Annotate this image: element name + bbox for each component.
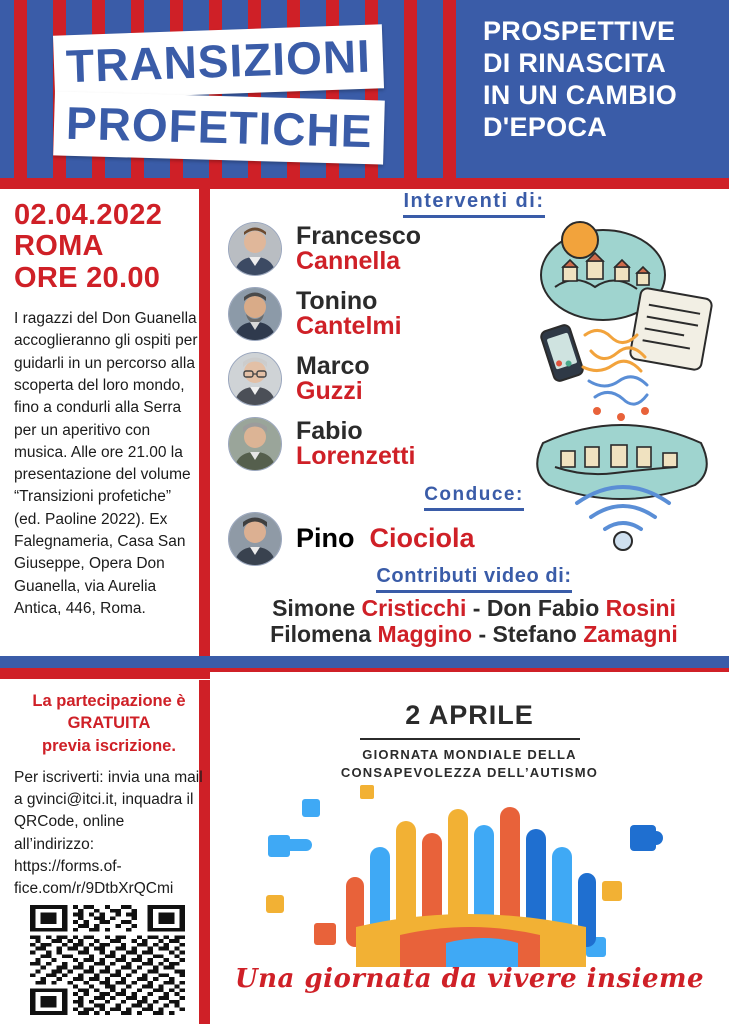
speaker-name: [296, 351, 370, 405]
speakers-heading: [219, 190, 729, 218]
speaker-name: [296, 286, 402, 340]
host-row: [228, 512, 475, 566]
avatar: [228, 417, 282, 471]
banner-date: 2 APRILE: [405, 700, 534, 730]
contributor-last-3: Maggino: [377, 621, 473, 647]
contributor-last-2: Rosini: [605, 595, 676, 621]
subtitle-line-1: PROSPETTIVE: [483, 16, 676, 46]
speaker-last-name: Guzzi: [296, 377, 363, 405]
video-contributions-heading-label: Contributi video di:: [376, 565, 571, 593]
speaker-last-name: Cannella: [296, 247, 401, 275]
subtitle-line-4: D'EPOCA: [483, 111, 608, 142]
contributor-first-2: - Don Fabio: [466, 595, 606, 621]
divider-red-vertical-top: [199, 189, 210, 656]
speaker-first-name: Marco: [296, 351, 370, 380]
speaker-first-name: Tonino: [296, 286, 378, 315]
registration-info: [14, 690, 204, 901]
banner-subtitle-line-1: GIORNATA MONDIALE DELLA: [362, 747, 577, 762]
event-details: [14, 200, 199, 620]
divider-blue-mid: [0, 656, 729, 668]
video-contributors-line-1: [219, 595, 729, 622]
avatar: [228, 352, 282, 406]
speaker-row: [228, 417, 415, 471]
speaker-last-name: Lorenzetti: [296, 442, 416, 470]
free-participation: [14, 690, 204, 757]
banner-subtitle: [210, 746, 729, 781]
hands-illustration: [250, 777, 690, 967]
speaker-first-name: Fabio: [296, 416, 363, 445]
poster-title: [40, 20, 460, 160]
host-last-name: Ciociola: [369, 523, 475, 554]
contributor-first-4: - Stefano: [472, 621, 584, 647]
illustration-devices: [525, 215, 725, 555]
free-line-3: previa iscrizione.: [42, 736, 176, 755]
contributor-last-1: Cristicchi: [361, 595, 467, 621]
qr-code[interactable]: [30, 905, 185, 1015]
event-date-block: [14, 200, 199, 294]
avatar: [228, 222, 282, 276]
signup-instructions: Per iscriverti: invia una mail a gvinci@itci.it, inquadra il QRCode, online all’indirizzo: https://forms.of-fice.com/r/9DtbXrQCmi: [14, 768, 203, 898]
banner-script-text: Una giornata da vivere insieme: [234, 964, 705, 994]
event-time: ORE 20.00: [14, 261, 161, 294]
free-line-2: GRATUITA: [67, 714, 151, 733]
event-date: 02.04.2022: [14, 199, 163, 231]
speaker-row: [228, 352, 370, 406]
event-city: ROMA: [14, 230, 104, 263]
subtitle-line-2: DI RINASCITA: [483, 47, 667, 78]
host-first-name: Pino: [296, 523, 355, 554]
autism-day-banner: [210, 672, 729, 1024]
speaker-last-name: Cantelmi: [296, 312, 402, 340]
title-line-2: PROFETICHE: [53, 91, 385, 164]
poster-header: [0, 0, 729, 178]
divider-red-top: [0, 178, 729, 189]
free-line-1: La partecipazione è: [32, 692, 186, 710]
speaker-row: [228, 287, 402, 341]
speakers-heading-label: Interventi di:: [403, 190, 544, 218]
video-contributions-heading: [219, 565, 729, 593]
host-name: [296, 525, 475, 553]
poster-subtitle: [483, 16, 715, 143]
speaker-first-name: Francesco: [296, 221, 422, 250]
banner-subtitle-line-2: CONSAPEVOLEZZA DELL’AUTISMO: [340, 764, 599, 780]
title-line-1: TRANSIZIONI: [53, 24, 384, 99]
speaker-row: [228, 222, 421, 276]
banner-rule: [360, 738, 580, 740]
avatar: [228, 512, 282, 566]
video-contributors-line-2: [219, 621, 729, 648]
contributor-first-1: Simone: [272, 595, 362, 621]
host-heading-label: Conduce:: [424, 484, 524, 511]
speaker-name: [296, 221, 422, 275]
event-description: I ragazzi del Don Guanella accoglieranno gli ospiti per guidarli in un percorso alla scoperta del loro mondo, fino a condurli alla Serra per un aperitivo con musica. Alle ore 21.00 la presentazione del volume “Transizioni profetiche” (ed. Paoline 2022). Ex Falegnameria, Casa San Giuseppe, Opera Don Guanella, via Aurelia Antica, 446, Roma.: [14, 309, 198, 617]
speaker-name: [296, 416, 416, 470]
contributor-last-4: Zamagni: [583, 621, 678, 647]
contributor-first-3: Filomena: [270, 621, 378, 647]
avatar: [228, 287, 282, 341]
subtitle-line-3: IN UN CAMBIO: [483, 79, 678, 110]
